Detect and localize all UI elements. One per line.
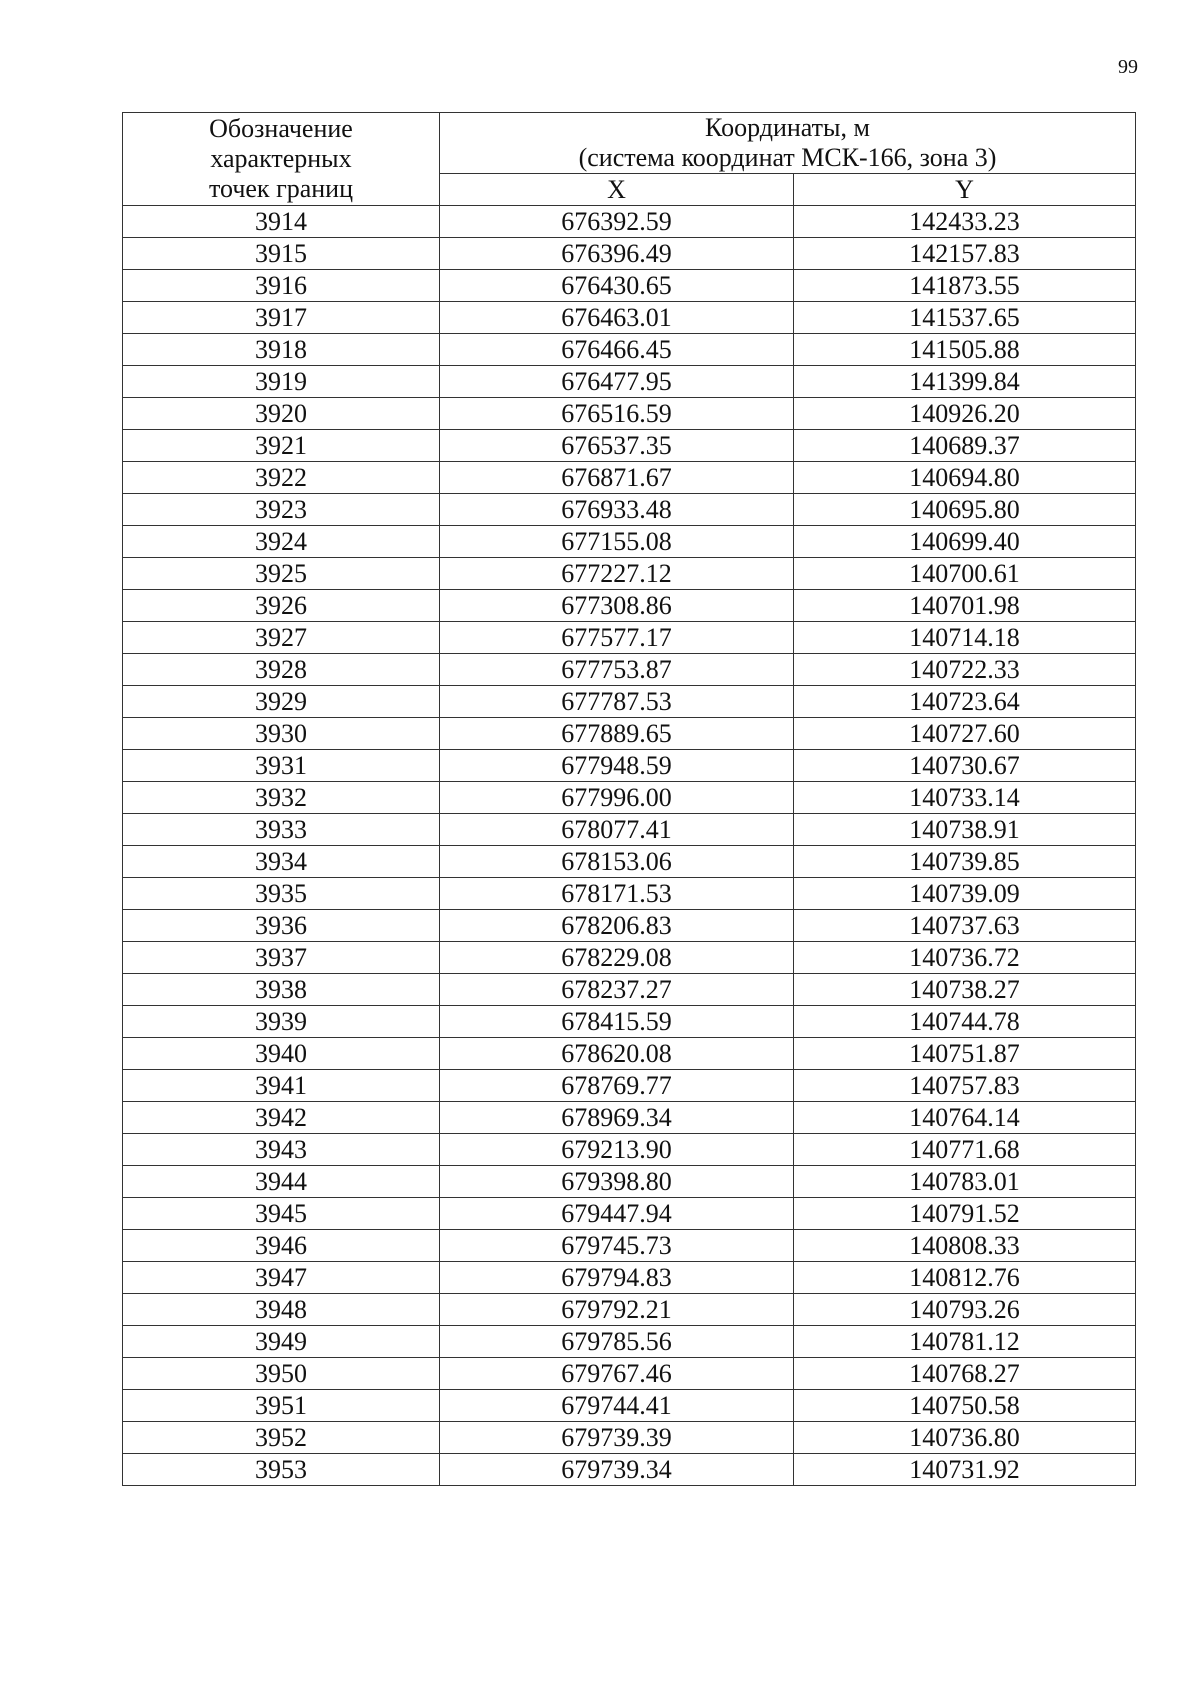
- x-coordinate-cell: 676871.67: [440, 462, 794, 494]
- y-column-header: Y: [794, 174, 1136, 206]
- point-number-cell: 3914: [123, 206, 440, 238]
- y-coordinate-cell: 141505.88: [794, 334, 1136, 366]
- point-number-cell: 3916: [123, 270, 440, 302]
- point-header-line: Обозначение: [209, 114, 353, 143]
- point-number-cell: 3941: [123, 1070, 440, 1102]
- table-row: [123, 1422, 1136, 1454]
- x-coordinate-cell: 676430.65: [440, 270, 794, 302]
- x-coordinate-cell: 678153.06: [440, 846, 794, 878]
- point-number-cell: 3922: [123, 462, 440, 494]
- table-row: [123, 494, 1136, 526]
- table-header: [123, 113, 1136, 206]
- point-number-cell: 3944: [123, 1166, 440, 1198]
- x-coordinate-cell: 678237.27: [440, 974, 794, 1006]
- point-header-line: характерных: [210, 144, 352, 173]
- x-coordinate-cell: 679398.80: [440, 1166, 794, 1198]
- point-number-cell: 3953: [123, 1454, 440, 1486]
- y-coordinate-cell: 140714.18: [794, 622, 1136, 654]
- x-coordinate-cell: 678415.59: [440, 1006, 794, 1038]
- table-row: [123, 1070, 1136, 1102]
- point-number-cell: 3952: [123, 1422, 440, 1454]
- table-row: [123, 1326, 1136, 1358]
- y-coordinate-cell: 140751.87: [794, 1038, 1136, 1070]
- table-row: [123, 206, 1136, 238]
- x-coordinate-cell: 679745.73: [440, 1230, 794, 1262]
- point-number-cell: 3927: [123, 622, 440, 654]
- table-row: [123, 1358, 1136, 1390]
- y-coordinate-cell: 140701.98: [794, 590, 1136, 622]
- point-column-header: [123, 113, 440, 206]
- table-row: [123, 654, 1136, 686]
- point-number-cell: 3923: [123, 494, 440, 526]
- point-number-cell: 3920: [123, 398, 440, 430]
- x-coordinate-cell: 677155.08: [440, 526, 794, 558]
- point-number-cell: 3933: [123, 814, 440, 846]
- point-number-cell: 3926: [123, 590, 440, 622]
- y-coordinate-cell: 140793.26: [794, 1294, 1136, 1326]
- point-number-cell: 3934: [123, 846, 440, 878]
- y-coordinate-cell: 140700.61: [794, 558, 1136, 590]
- y-coordinate-cell: 140783.01: [794, 1166, 1136, 1198]
- y-coordinate-cell: 140739.85: [794, 846, 1136, 878]
- x-coordinate-cell: 677753.87: [440, 654, 794, 686]
- x-coordinate-cell: 679213.90: [440, 1134, 794, 1166]
- x-coordinate-cell: 678969.34: [440, 1102, 794, 1134]
- y-coordinate-cell: 140733.14: [794, 782, 1136, 814]
- coords-header-line: Координаты, м: [705, 113, 870, 142]
- point-number-cell: 3945: [123, 1198, 440, 1230]
- point-header-line: точек границ: [208, 174, 354, 203]
- x-coordinate-cell: 678229.08: [440, 942, 794, 974]
- y-coordinate-cell: 142433.23: [794, 206, 1136, 238]
- coordinates-column-header: [440, 113, 1136, 174]
- x-coordinate-cell: 677577.17: [440, 622, 794, 654]
- x-coordinate-cell: 679739.39: [440, 1422, 794, 1454]
- table-row: [123, 910, 1136, 942]
- page-number: 99: [1118, 56, 1138, 78]
- point-number-cell: 3946: [123, 1230, 440, 1262]
- x-coordinate-cell: 678171.53: [440, 878, 794, 910]
- x-coordinate-cell: 679767.46: [440, 1358, 794, 1390]
- table-row: [123, 1454, 1136, 1486]
- x-coordinate-cell: 679739.34: [440, 1454, 794, 1486]
- x-coordinate-cell: 679447.94: [440, 1198, 794, 1230]
- point-number-cell: 3938: [123, 974, 440, 1006]
- table-row: [123, 558, 1136, 590]
- table-row: [123, 398, 1136, 430]
- table-row: [123, 238, 1136, 270]
- x-coordinate-cell: 677948.59: [440, 750, 794, 782]
- table-row: [123, 366, 1136, 398]
- point-number-cell: 3924: [123, 526, 440, 558]
- y-coordinate-cell: 140730.67: [794, 750, 1136, 782]
- y-coordinate-cell: 140757.83: [794, 1070, 1136, 1102]
- point-number-cell: 3929: [123, 686, 440, 718]
- y-coordinate-cell: 141873.55: [794, 270, 1136, 302]
- y-coordinate-cell: 140926.20: [794, 398, 1136, 430]
- point-number-cell: 3925: [123, 558, 440, 590]
- x-coordinate-cell: 677308.86: [440, 590, 794, 622]
- x-coordinate-cell: 676537.35: [440, 430, 794, 462]
- point-number-cell: 3937: [123, 942, 440, 974]
- table-row: [123, 622, 1136, 654]
- y-coordinate-cell: 140808.33: [794, 1230, 1136, 1262]
- table-body: [123, 206, 1136, 1486]
- table-row: [123, 814, 1136, 846]
- x-coordinate-cell: 676392.59: [440, 206, 794, 238]
- point-number-cell: 3936: [123, 910, 440, 942]
- point-number-cell: 3943: [123, 1134, 440, 1166]
- table-row: [123, 1166, 1136, 1198]
- table-row: [123, 1230, 1136, 1262]
- point-number-cell: 3935: [123, 878, 440, 910]
- x-coordinate-cell: 678769.77: [440, 1070, 794, 1102]
- y-coordinate-cell: 140812.76: [794, 1262, 1136, 1294]
- coords-header-line: (система координат МСК-166, зона 3): [578, 143, 997, 172]
- point-number-cell: 3919: [123, 366, 440, 398]
- table-row: [123, 462, 1136, 494]
- table-row: [123, 942, 1136, 974]
- x-coordinate-cell: 676516.59: [440, 398, 794, 430]
- x-coordinate-cell: 677227.12: [440, 558, 794, 590]
- table-row: [123, 1134, 1136, 1166]
- point-number-cell: 3928: [123, 654, 440, 686]
- x-coordinate-cell: 678620.08: [440, 1038, 794, 1070]
- table-row: [123, 590, 1136, 622]
- table-row: [123, 878, 1136, 910]
- y-coordinate-cell: 140738.27: [794, 974, 1136, 1006]
- y-coordinate-cell: 140744.78: [794, 1006, 1136, 1038]
- point-number-cell: 3939: [123, 1006, 440, 1038]
- point-number-cell: 3940: [123, 1038, 440, 1070]
- y-coordinate-cell: 140722.33: [794, 654, 1136, 686]
- y-coordinate-cell: 140737.63: [794, 910, 1136, 942]
- y-coordinate-cell: 140750.58: [794, 1390, 1136, 1422]
- point-number-cell: 3931: [123, 750, 440, 782]
- x-coordinate-cell: 677996.00: [440, 782, 794, 814]
- y-coordinate-cell: 142157.83: [794, 238, 1136, 270]
- point-number-cell: 3917: [123, 302, 440, 334]
- table-row: [123, 750, 1136, 782]
- x-coordinate-cell: 677787.53: [440, 686, 794, 718]
- point-number-cell: 3951: [123, 1390, 440, 1422]
- table-row: [123, 1262, 1136, 1294]
- table-row: [123, 334, 1136, 366]
- y-coordinate-cell: 140694.80: [794, 462, 1136, 494]
- y-coordinate-cell: 140739.09: [794, 878, 1136, 910]
- y-coordinate-cell: 140738.91: [794, 814, 1136, 846]
- y-coordinate-cell: 140689.37: [794, 430, 1136, 462]
- x-coordinate-cell: 676396.49: [440, 238, 794, 270]
- y-coordinate-cell: 140736.80: [794, 1422, 1136, 1454]
- y-coordinate-cell: 140771.68: [794, 1134, 1136, 1166]
- table-row: [123, 270, 1136, 302]
- table-row: [123, 1038, 1136, 1070]
- x-coordinate-cell: 677889.65: [440, 718, 794, 750]
- x-coordinate-cell: 678077.41: [440, 814, 794, 846]
- point-number-cell: 3930: [123, 718, 440, 750]
- y-coordinate-cell: 141537.65: [794, 302, 1136, 334]
- table-row: [123, 1102, 1136, 1134]
- table-row: [123, 430, 1136, 462]
- table-row: [123, 686, 1136, 718]
- y-coordinate-cell: 140695.80: [794, 494, 1136, 526]
- table-row: [123, 782, 1136, 814]
- coordinates-table: [122, 112, 1136, 1486]
- point-number-cell: 3921: [123, 430, 440, 462]
- y-coordinate-cell: 140781.12: [794, 1326, 1136, 1358]
- y-coordinate-cell: 140736.72: [794, 942, 1136, 974]
- y-coordinate-cell: 140764.14: [794, 1102, 1136, 1134]
- table-row: [123, 1006, 1136, 1038]
- point-number-cell: 3950: [123, 1358, 440, 1390]
- table-row: [123, 718, 1136, 750]
- x-coordinate-cell: 679785.56: [440, 1326, 794, 1358]
- point-number-cell: 3932: [123, 782, 440, 814]
- point-number-cell: 3918: [123, 334, 440, 366]
- x-column-header: X: [440, 174, 794, 206]
- x-coordinate-cell: 676933.48: [440, 494, 794, 526]
- point-number-cell: 3948: [123, 1294, 440, 1326]
- x-coordinate-cell: 678206.83: [440, 910, 794, 942]
- x-coordinate-cell: 679794.83: [440, 1262, 794, 1294]
- table-row: [123, 1390, 1136, 1422]
- y-coordinate-cell: 141399.84: [794, 366, 1136, 398]
- y-coordinate-cell: 140731.92: [794, 1454, 1136, 1486]
- point-number-cell: 3947: [123, 1262, 440, 1294]
- table-row: [123, 1294, 1136, 1326]
- table-row: [123, 302, 1136, 334]
- y-coordinate-cell: 140723.64: [794, 686, 1136, 718]
- x-coordinate-cell: 676463.01: [440, 302, 794, 334]
- y-coordinate-cell: 140699.40: [794, 526, 1136, 558]
- table-row: [123, 846, 1136, 878]
- x-coordinate-cell: 676477.95: [440, 366, 794, 398]
- y-coordinate-cell: 140791.52: [794, 1198, 1136, 1230]
- point-number-cell: 3949: [123, 1326, 440, 1358]
- point-number-cell: 3942: [123, 1102, 440, 1134]
- x-coordinate-cell: 676466.45: [440, 334, 794, 366]
- y-coordinate-cell: 140768.27: [794, 1358, 1136, 1390]
- y-coordinate-cell: 140727.60: [794, 718, 1136, 750]
- table-row: [123, 526, 1136, 558]
- table-row: [123, 974, 1136, 1006]
- x-coordinate-cell: 679744.41: [440, 1390, 794, 1422]
- x-coordinate-cell: 679792.21: [440, 1294, 794, 1326]
- point-number-cell: 3915: [123, 238, 440, 270]
- table-row: [123, 1198, 1136, 1230]
